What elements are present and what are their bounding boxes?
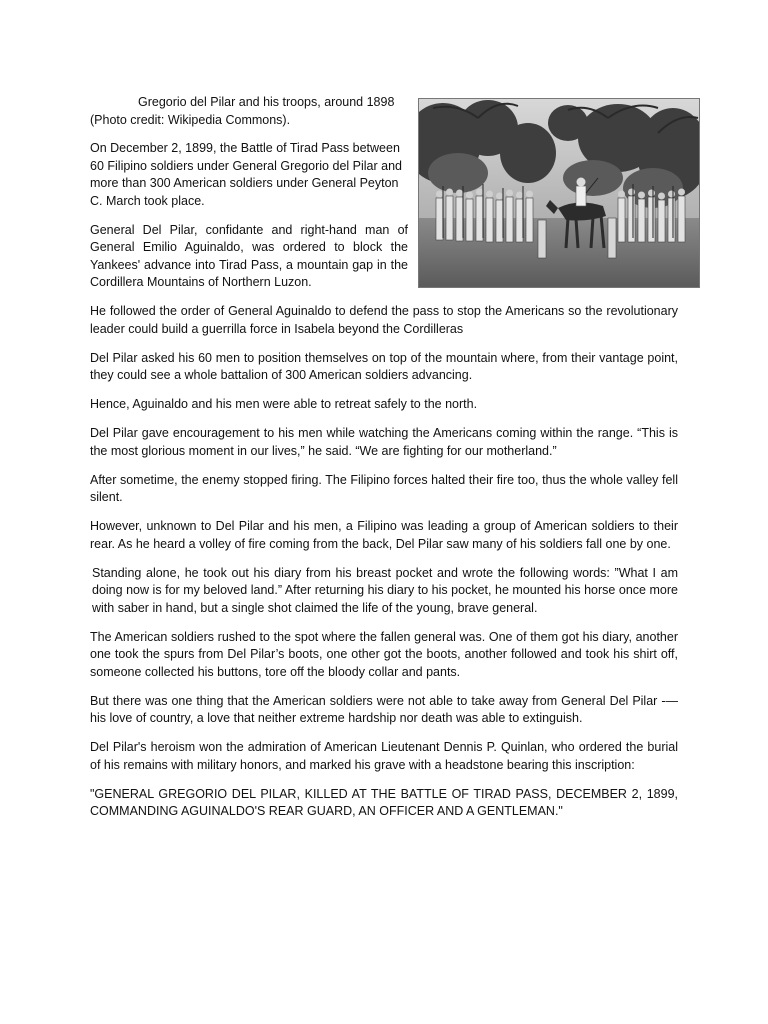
photo-caption: Gregorio del Pilar and his troops, around 1898 (Photo credit: Wikipedia Commons).: [90, 95, 395, 127]
paragraph: Del Pilar gave encouragement to his men while watching the Americans coming within the range. “This is the most glorious moment in our lives,” he said. “We are fighting for our motherland.”: [90, 426, 678, 458]
article-top-section: [90, 94, 408, 292]
inscription-paragraph: "GENERAL GREGORIO DEL PILAR, KILLED AT THE BATTLE OF TIRAD PASS, DECEMBER 2, 1899, COMMANDING AGUINALDO'S REAR GUARD, AN OFFICER AND A GENTLEMAN.": [90, 786, 678, 818]
paragraph: However, unknown to Del Pilar and his men, a Filipino was leading a group of American soldiers to their rear. As he heard a volley of fire coming from the back, Del Pilar saw many of his soldiers fall one by one.: [90, 519, 678, 551]
paragraph: Del Pilar's heroism won the admiration of American Lieutenant Dennis P. Quinlan, who ordered the burial of his remains with military honors, and marked his grave with a headstone bearing this inscription:: [90, 740, 678, 772]
paragraph: Standing alone, he took out his diary from his breast pocket and wrote the following words: ”What I am doing now is for my beloved land.” After returning his diary to his pocket, he mounted his horse once more with saber in hand, but a single shot claimed the life of the young, brave general.: [92, 565, 678, 615]
paragraph: He followed the order of General Aguinaldo to defend the pass to stop the Americans so the revolutionary leader could build a guerrilla force in Isabela beyond the Cordilleras: [90, 304, 678, 336]
paragraph: General Del Pilar, confidante and right-hand man of General Emilio Aguinaldo, was ordered to block the Yankees' advance into Tirad Pass, a mountain gap in the Cordillera Mountains of Northern Luzon.: [90, 222, 408, 289]
paragraph: On December 2, 1899, the Battle of Tirad Pass between 60 Filipino soldiers under General Gregorio del Pilar and more than 300 American soldiers under General Peyton C. March took place.: [90, 141, 402, 208]
paragraph: Del Pilar asked his 60 men to position themselves on top of the mountain where, from their vantage point, they could see a whole battalion of 300 American soldiers advancing.: [90, 350, 678, 382]
paragraph: But there was one thing that the American soldiers were not able to take away from General Del Pilar -— his love of country, a love that neither extreme hardship nor death was able to extinguish.: [90, 693, 678, 725]
paragraph: After sometime, the enemy stopped firing. The Filipino forces halted their fire too, thus the whole valley fell silent.: [90, 472, 678, 504]
paragraph: Hence, Aguinaldo and his men were able to retreat safely to the north.: [90, 397, 478, 411]
paragraph: The American soldiers rushed to the spot where the fallen general was. One of them got his diary, another one took the spurs from Del Pilar’s boots, one other got the boots, another followed and took his shirt off, someone collected his buttons, tore off the bloody collar and pants.: [90, 629, 678, 679]
article-body: [90, 94, 678, 832]
